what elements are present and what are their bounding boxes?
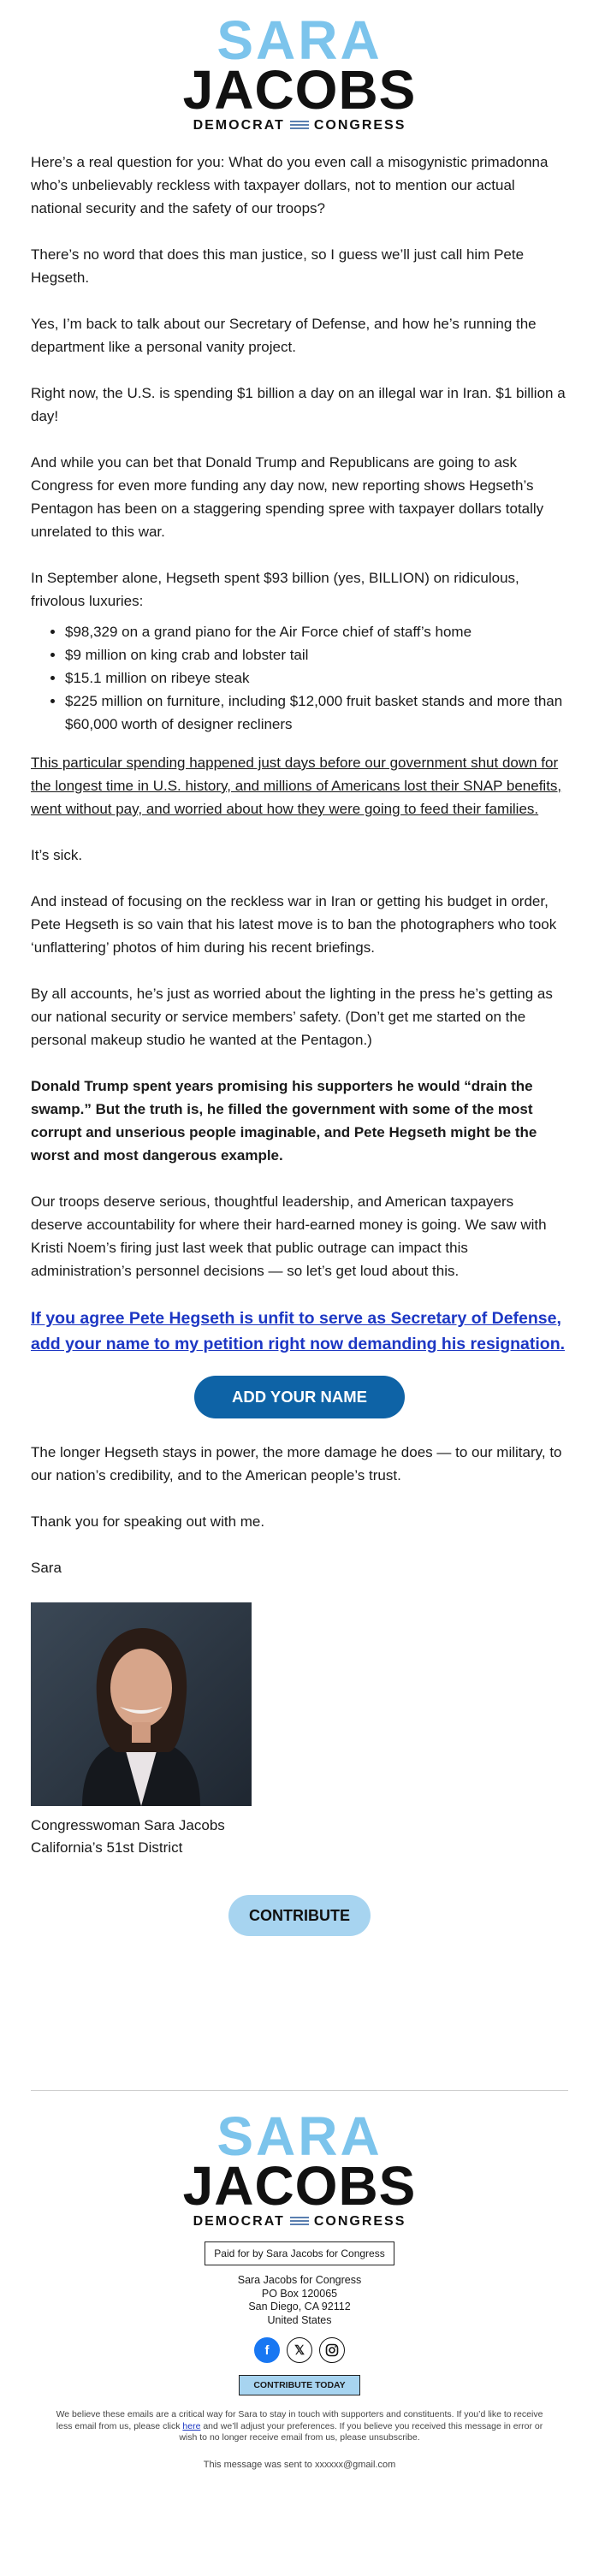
list-item: • $98,329 on a grand piano for the Air Force chief of staff’s home [65,620,568,643]
fine-print-text: and we’ll adjust your preferences. If you believe you received this message in error or wish to no longer receive email from us, please unsubscribe. [179,2420,543,2443]
list-item: • $15.1 million on ribeye steak [65,666,568,690]
logo-democrat: DEMOCRAT [193,2214,285,2229]
footer-logo [31,2099,568,2230]
address-line: United States [267,2313,332,2326]
paragraph: In September alone, Hegseth spent $93 billion (yes, BILLION) on ridiculous, frivolous luxuries: [31,570,519,609]
list-item: • $225 million on furniture, including $12,000 fruit basket stands and more than $60,000 worth of designer recliners [65,690,568,736]
address-line: San Diego, CA 92112 [248,2301,351,2312]
paragraph-underlined: This particular spending happened just days before our government shut down for the longest time in U.S. history, and millions of Americans lost their SNAP benefits, went without pay, and worried about how they were going to feed their families. [31,755,562,817]
paragraph: Yes, I’m back to talk about our Secretary of Defense, and how he’s running the department like a personal vanity project. [31,316,537,355]
paragraph: And instead of focusing on the reckless war in Iran or getting his budget in order, Pete Hegseth is so vain that his latest move is to ban the photographers who took ‘unflattering’ photos of him during his recent briefings. [31,893,557,956]
footer [31,2090,568,2470]
paragraph: Our troops deserve serious, thoughtful leadership, and American taxpayers deserve accountability for where their hard-earned money is going. We saw with Kristi Noem’s firing just last week that public outrage can impact this administration’s personnel decisions — so let’s get loud about this. [31,1193,547,1279]
caption-name: Congresswoman Sara Jacobs [31,1817,225,1833]
spending-list [31,620,568,736]
sent-to-notice: This message was sent to xxxxxx@gmail.com [203,2459,396,2470]
logo-line-jacobs: JACOBS [182,59,417,121]
logo-congress: CONGRESS [313,118,406,133]
paragraph: Thank you for speaking out with me. [31,1513,265,1530]
social-links [31,2337,568,2363]
preferences-link[interactable]: here [182,2420,201,2431]
add-your-name-button[interactable]: ADD YOUR NAME [194,1376,405,1418]
address-line: Sara Jacobs for Congress [237,2274,362,2286]
instagram-icon[interactable] [319,2337,345,2363]
paragraph: The longer Hegseth stays in power, the more damage he does — to our military, to our nation’s credibility, and to the American people’s trust. [31,1444,562,1483]
flag-icon [290,121,309,131]
logo-line-tagline [31,2214,568,2230]
logo-line-jacobs: JACOBS [182,2155,417,2217]
address-line: PO Box 120065 [261,2287,338,2300]
flag-icon [290,2217,309,2227]
petition-link[interactable]: If you agree Pete Hegseth is unfit to serve as Secretary of Defense, add your name to my petition right now demanding his resignation. [31,1309,566,1353]
mailing-address [31,2274,568,2327]
signoff: Sara [31,1560,62,1576]
paragraph-bold: Donald Trump spent years promising his supporters he would “drain the swamp.” But the truth is, he filled the government with some of the most corrupt and unserious people imaginable, and Pete Hegseth might be the worst and most dangerous example. [31,1078,537,1164]
paragraph: It’s sick. [31,847,83,863]
list-item: • $9 million on king crab and lobster tail [65,643,568,666]
x-icon[interactable]: 𝕏 [287,2337,312,2363]
paragraph-intro: Here’s a real question for you: What do you even call a misogynistic primadonna who’s unbelievably reckless with taxpayer dollars, not to mention our actual national security and the safety of our troops? [31,154,549,216]
paragraph: By all accounts, he’s just as worried about the lighting in the press he’s getting as our national security or service members’ safety. (Don’t get me started on the personal makeup studio he wanted at the Pentagon.) [31,986,553,1048]
contribute-button[interactable]: CONTRIBUTE [228,1895,371,1936]
contribute-today-button[interactable]: CONTRIBUTE TODAY [239,2375,359,2395]
paragraph: There’s no word that does this man justice, so I guess we’ll just call him Pete Hegseth. [31,246,525,286]
header-logo [0,0,599,133]
facebook-icon[interactable]: f [254,2337,280,2363]
logo-democrat: DEMOCRAT [193,118,285,133]
logo-congress: CONGRESS [313,2214,406,2229]
paid-for-disclaimer: Paid for by Sara Jacobs for Congress [205,2241,394,2265]
email-body [0,151,599,2090]
fine-print [48,2409,551,2444]
logo-line-sara: SARA [216,9,383,71]
logo-line-sara: SARA [216,2105,383,2167]
caption-district: California’s 51st District [31,1839,183,1856]
paragraph: Right now, the U.S. is spending $1 billion a day on an illegal war in Iran. $1 billion a day! [31,385,566,424]
portrait-photo [31,1602,252,1806]
fine-print-text: We believe these emails are a critical way for Sara to stay in touch with supporters and constituents. If you’d like to receive less email from us, please click [56,2409,543,2431]
logo-line-tagline [0,118,599,133]
paragraph: And while you can bet that Donald Trump and Republicans are going to ask Congress for even more funding any day now, new reporting shows Hegseth’s Pentagon has been on a staggering spending spree with taxpayer dollars totally unrelated to this war. [31,454,544,540]
